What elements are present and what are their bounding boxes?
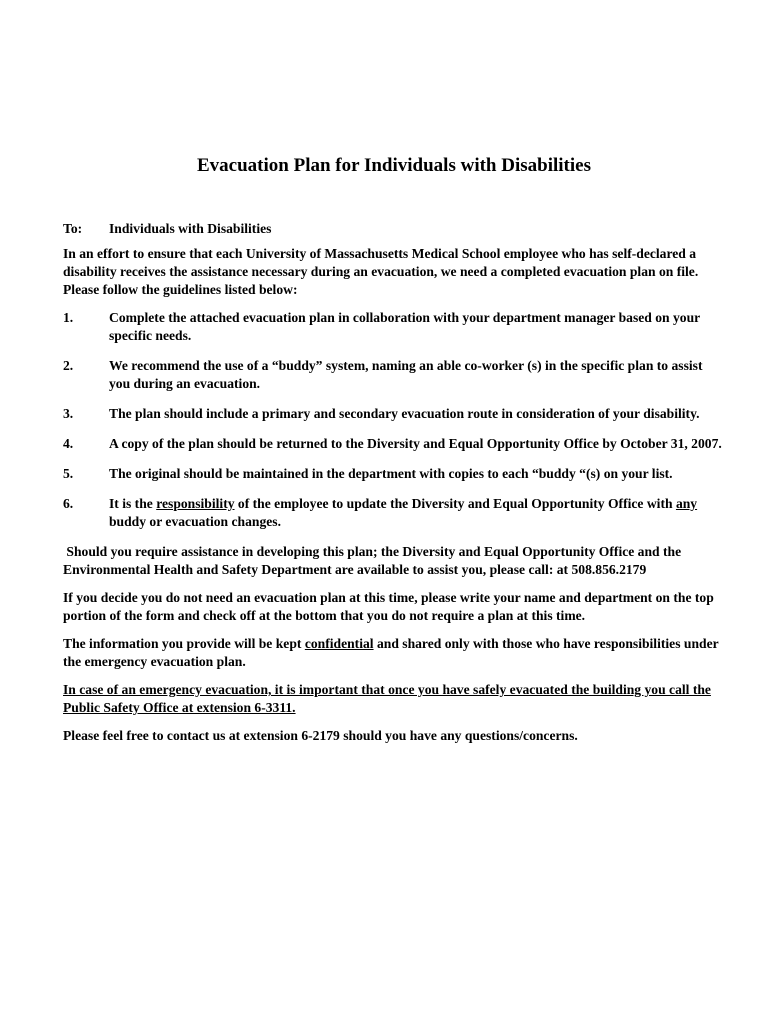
list-item bbox=[63, 309, 723, 345]
list-item bbox=[63, 495, 723, 531]
document-body bbox=[63, 220, 723, 755]
list-text: We recommend the use of a “buddy” system, naming an able co-worker (s) in the specific plan to assist you during an evacuation. bbox=[109, 358, 703, 391]
list-text: A copy of the plan should be returned to the Diversity and Equal Opportunity Office by October 31, 2007. bbox=[109, 436, 722, 451]
confidential-text-part: The information you provide will be kept bbox=[63, 636, 305, 651]
list-number: 4. bbox=[63, 436, 74, 451]
underlined-word-confidential: confidential bbox=[304, 636, 374, 651]
list-item bbox=[63, 405, 723, 423]
list-number: 6. bbox=[63, 496, 74, 511]
contact-paragraph: Please feel free to contact us at extension 6-2179 should you have any questions/concerns. bbox=[63, 728, 578, 743]
list-text: The plan should include a primary and secondary evacuation route in consideration of your disability. bbox=[109, 406, 700, 421]
intro-paragraph: In an effort to ensure that each University of Massachusetts Medical School employee who has self-declared a disability receives the assistance necessary during an evacuation, we need a completed evacuation plan on file. Please follow the guidelines listed below: bbox=[63, 246, 699, 297]
page-title: Evacuation Plan for Individuals with Disabilities bbox=[197, 155, 591, 176]
list-text bbox=[109, 495, 723, 531]
underlined-word-responsibility: responsibility bbox=[156, 496, 235, 511]
list-item bbox=[63, 435, 723, 453]
no-plan-paragraph: If you decide you do not need an evacuation plan at this time, please write your name and department on the top portion of the form and check off at the bottom that you do not require a plan at this time. bbox=[63, 590, 714, 623]
confidential-text-part: and shared only with those who have responsibilities under the emergency evacuation plan. bbox=[63, 636, 719, 669]
list-item bbox=[63, 465, 723, 483]
list-number: 3. bbox=[63, 406, 74, 421]
list-item bbox=[63, 357, 723, 393]
underlined-word-any: any bbox=[675, 496, 698, 511]
list-number: 2. bbox=[63, 358, 74, 373]
list-text: The original should be maintained in the department with copies to each “buddy “(s) on your list. bbox=[109, 466, 673, 481]
to-value: Individuals with Disabilities bbox=[109, 221, 272, 236]
list-text-part: of the employee to update the Diversity and Equal Opportunity Office with bbox=[234, 496, 676, 511]
assist-paragraph: Should you require assistance in developing this plan; the Diversity and Equal Opportunity Office and the Environmental Health and Safety Department are available to assist you, please call: at 508.856.2179 bbox=[63, 544, 685, 577]
list-text-part: buddy or evacuation changes. bbox=[109, 514, 281, 529]
list-text-part: It is the bbox=[109, 496, 157, 511]
list-text: Complete the attached evacuation plan in collaboration with your department manager based on your specific needs. bbox=[109, 310, 700, 343]
confidential-paragraph bbox=[63, 635, 723, 671]
to-line bbox=[63, 220, 723, 238]
list-number: 1. bbox=[63, 310, 74, 325]
to-label: To: bbox=[63, 221, 83, 236]
emergency-paragraph: In case of an emergency evacuation, it is important that once you have safely evacuated the building you call the Public Safety Office at extension 6-3311. bbox=[63, 682, 711, 715]
list-number: 5. bbox=[63, 466, 74, 481]
